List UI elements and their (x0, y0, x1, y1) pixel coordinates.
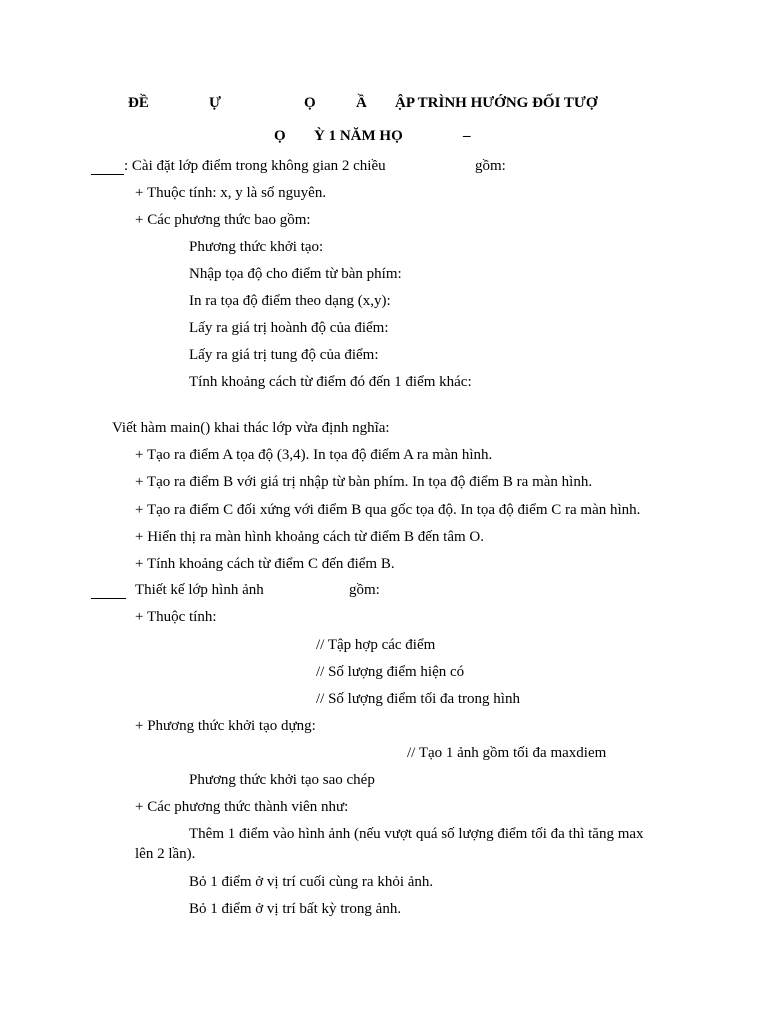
exercise1-label-rule (91, 174, 124, 175)
main-item: + Hiển thị ra màn hình khoảng cách từ điểm B đến tâm O. (135, 529, 485, 545)
exercise1-attributes: + Thuộc tính: x, y là số nguyên. (135, 185, 327, 201)
constructor-comment: // Tạo 1 ảnh gồm tối đa maxdiem (407, 745, 607, 761)
member-item: Bỏ 1 điểm ở vị trí cuối cùng ra khỏi ảnh. (189, 874, 434, 890)
exercise2-intro: Thiết kế lớp hình ảnh (135, 582, 264, 598)
exercise1-intro: : Cài đặt lớp điểm trong không gian 2 chiều (124, 158, 386, 174)
method-item: Tính khoảng cách từ điểm đó đến 1 điểm khác: (189, 374, 472, 390)
main-item: + Tạo ra điểm B với giá trị nhập từ bàn phím. In tọa độ điểm B ra màn hình. (135, 474, 593, 490)
title-fragment: Ọ (304, 95, 316, 111)
main-item: + Tạo ra điểm C đối xứng với điểm B qua gốc tọa độ. In tọa độ điểm C ra màn hình. (135, 502, 641, 518)
exercise2-attributes-heading: + Thuộc tính: (135, 609, 217, 625)
exercise1-intro-suffix: gồm: (475, 158, 506, 174)
exercise2-label-rule (91, 598, 126, 599)
attribute-comment: // Tập hợp các điểm (316, 637, 436, 653)
method-item: Lấy ra giá trị hoành độ của điểm: (189, 320, 389, 336)
main-item: + Tính khoảng cách từ điểm C đến điểm B. (135, 556, 395, 572)
member-item: Thêm 1 điểm vào hình ảnh (nếu vượt quá số lượng điểm tối đa thì tăng max (189, 826, 644, 842)
method-item: In ra tọa độ điểm theo dạng (x,y): (189, 293, 391, 309)
copy-constructor: Phương thức khởi tạo sao chép (189, 772, 375, 788)
subtitle-fragment: Ỳ 1 NĂM HỌ (314, 128, 403, 144)
title-fragment: Ự (209, 95, 221, 111)
main-item: + Tạo ra điểm A tọa độ (3,4). In tọa độ điểm A ra màn hình. (135, 447, 493, 463)
members-heading: + Các phương thức thành viên như: (135, 799, 349, 815)
method-item: Nhập tọa độ cho điểm từ bàn phím: (189, 266, 402, 282)
title-fragment: ĐỀ (128, 95, 149, 111)
subtitle-fragment: Ọ (274, 128, 286, 144)
member-item: Bỏ 1 điểm ở vị trí bất kỳ trong ảnh. (189, 901, 402, 917)
constructor-heading: + Phương thức khởi tạo dựng: (135, 718, 316, 734)
method-item: Lấy ra giá trị tung độ của điểm: (189, 347, 379, 363)
member-item-continuation: lên 2 lần). (135, 846, 196, 862)
subtitle-fragment: – (463, 128, 471, 144)
attribute-comment: // Số lượng điểm tối đa trong hình (316, 691, 520, 707)
title-fragment: ẬP TRÌNH HƯỚNG ĐỐI TƯỢ (395, 95, 598, 111)
main-heading: Viết hàm main() khai thác lớp vừa định nghĩa: (112, 420, 390, 436)
exercise2-intro-suffix: gồm: (349, 582, 380, 598)
exercise1-methods-heading: + Các phương thức bao gồm: (135, 212, 311, 228)
title-fragment: Ầ (356, 95, 367, 111)
method-item: Phương thức khởi tạo: (189, 239, 324, 255)
attribute-comment: // Số lượng điểm hiện có (316, 664, 465, 680)
